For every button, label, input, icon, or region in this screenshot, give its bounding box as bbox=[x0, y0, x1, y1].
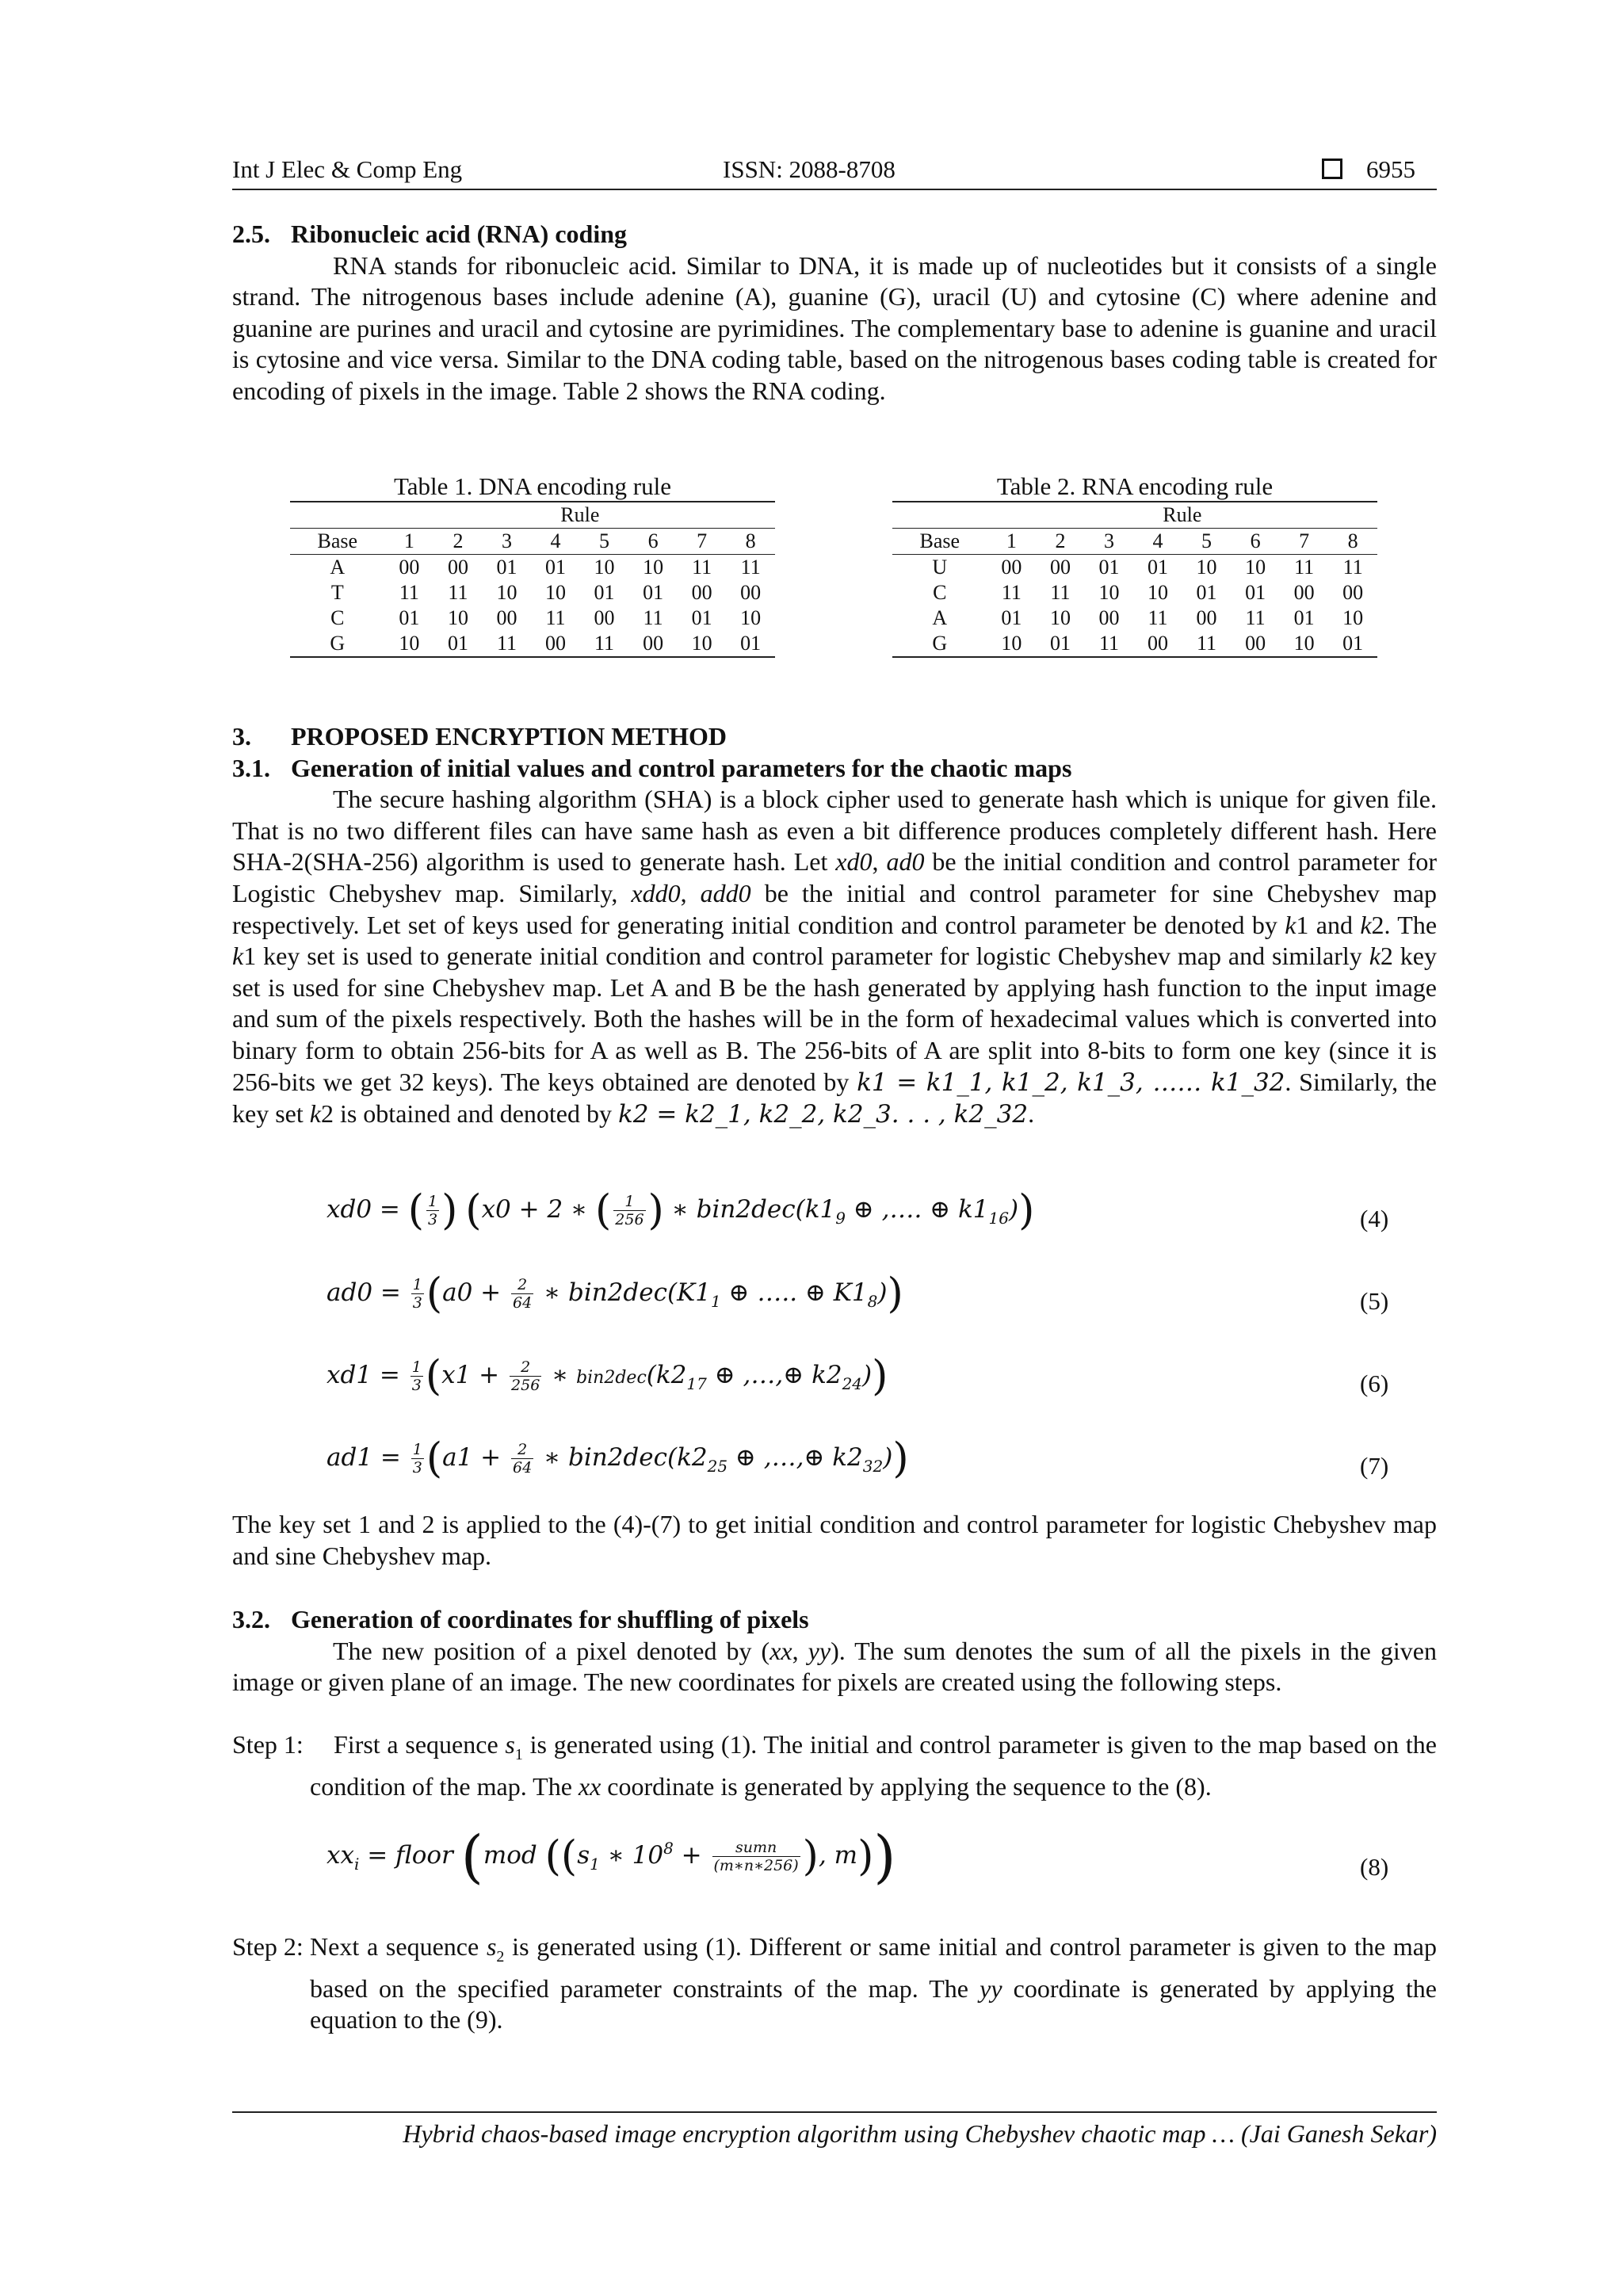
table-cell: C bbox=[933, 581, 947, 604]
column-header: 4 bbox=[1133, 529, 1182, 555]
table-cell: 01 bbox=[691, 606, 712, 629]
table-caption: Table 1. DNA encoding rule bbox=[394, 472, 671, 500]
table-cell: 00 bbox=[1342, 581, 1364, 604]
table-row bbox=[892, 606, 1377, 631]
table-cell: 01 bbox=[447, 632, 468, 655]
column-header: 1 bbox=[987, 529, 1037, 555]
column-header: 2 bbox=[1036, 529, 1085, 555]
column-header: 2 bbox=[433, 529, 483, 555]
table-cell: 00 bbox=[545, 632, 566, 655]
equation-number: (6) bbox=[1360, 1370, 1389, 1397]
table-2 bbox=[892, 472, 1377, 658]
table-cell: 10 bbox=[399, 632, 420, 655]
table-row bbox=[290, 631, 775, 656]
section-2-5 bbox=[232, 219, 1437, 407]
paragraph: The secure hashing algorithm (SHA) is a block cipher used to generate hash which is unique for given file. That is no two different files can have same hash as even a bit difference produces completely different hash. Here SHA-2(SHA-256) algorithm is used to generate hash. Let xd0, ad0 be the initial condition and control parameter for Logistic Chebyshev map. Similarly, xdd0, add0 be the initial and control parameter for sine Chebyshev map respectively. Let set of keys used for generating initial condition and control parameter be denoted by k1 and k2. The k1 key set is used to generate initial condition and control parameter for logistic Chebyshev map and similarly k2 key set is used for sine Chebyshev map. Let A and B be the hash generated by applying hash function to the input image and sum of the pixels respectively. Both the hashes will be in the form of hexadecimal values which is converted into binary form to obtain 256-bits for A as well as B. The 256-bits of A are split into 8-bits to form one key (since it is 256-bits we get 32 keys). The keys obtained are denoted by k1 = k1_1, k1_2, k1_3, …… k1_32. Similarly, the key set k2 is obtained and denoted by k2 = k2_1, k2_2, k2_3. . . , k2_32. bbox=[232, 785, 1438, 1129]
column-header: 3 bbox=[483, 529, 532, 555]
table-cell: 11 bbox=[692, 556, 712, 579]
table-cell: 11 bbox=[1197, 632, 1217, 655]
table-cell: 10 bbox=[1148, 581, 1168, 604]
page-number: 6955 bbox=[1366, 155, 1415, 183]
table-cell: 10 bbox=[740, 606, 762, 629]
encoding-table bbox=[290, 502, 775, 656]
table-cell: 10 bbox=[545, 581, 566, 604]
inline-math: k1 = k1_1, k1_2, k1_3, …… k1_32 bbox=[857, 1068, 1285, 1097]
paragraph: The new position of a pixel denoted by (xx, yy). The sum denotes the sum of all the pixels in the given image or given plane of an image. The new coordinates for pixels are created using the following steps. bbox=[232, 1636, 1438, 1697]
table-cell: A bbox=[330, 556, 346, 579]
table-cell: 10 bbox=[1001, 632, 1022, 655]
table-cell: T bbox=[330, 581, 344, 604]
encoding-table bbox=[892, 502, 1377, 656]
equation-5: ad0 = $\frac{1}{3}$ (a0 + $\frac{2}{64}$ ∗ $bin2dec(K1_1$ ⊕ ….. ⊕ $K1_8$)) bbox=[327, 1270, 903, 1318]
equation-number: (4) bbox=[1360, 1205, 1389, 1232]
table-row bbox=[892, 631, 1377, 656]
equation-7: ad1 = $\frac{1}{3}$ (a1 + $\frac{2}{64}$ ∗ $bin2dec(k2_{25}$ ⊕ ,…,⊕ $k2_{32}$)) bbox=[327, 1435, 909, 1483]
table-cell: 01 bbox=[1049, 632, 1071, 655]
equation-number: (7) bbox=[1360, 1452, 1389, 1480]
table-caption: Table 2. RNA encoding rule bbox=[996, 472, 1274, 500]
table-cell: 01 bbox=[1001, 606, 1022, 629]
inline-math: k2 = k2_1, k2_2, k2_3. . . , k2_32 bbox=[617, 1100, 1029, 1129]
table-cell: 01 bbox=[399, 606, 420, 629]
table-cell: 00 bbox=[594, 606, 615, 629]
table-cell: 01 bbox=[1342, 632, 1364, 655]
table-cell: 10 bbox=[496, 581, 517, 604]
table-cell: 10 bbox=[1342, 606, 1364, 629]
table-group-header: Rule bbox=[987, 502, 1377, 529]
table-cell: 10 bbox=[447, 606, 468, 629]
table-cell: 01 bbox=[1196, 581, 1217, 604]
table-cell: U bbox=[932, 556, 948, 579]
table-cell: 00 bbox=[1148, 632, 1168, 655]
table-cell: 00 bbox=[1196, 606, 1217, 629]
table-cell: 00 bbox=[496, 606, 517, 629]
table-cell: 11 bbox=[448, 581, 468, 604]
table-cell: 11 bbox=[1098, 632, 1119, 655]
table-cell: 01 bbox=[1098, 556, 1120, 579]
table-cell: 10 bbox=[643, 556, 664, 579]
table-cell: 00 bbox=[1245, 632, 1266, 655]
table-cell: 01 bbox=[1245, 581, 1266, 604]
column-header: 8 bbox=[726, 529, 775, 555]
table-header-row bbox=[290, 529, 775, 555]
table-cell: 00 bbox=[447, 556, 468, 579]
table-row bbox=[892, 555, 1377, 581]
equation-6: xd1 = $\frac{1}{3}$ (x1 + $\frac{2}{256}$ ∗ $bin2dec(k2_{17}$ ⊕ ,…,⊕ $k2_{24}$)) bbox=[327, 1352, 888, 1400]
column-header: 5 bbox=[580, 529, 629, 555]
table-cell: 11 bbox=[1001, 581, 1022, 604]
section-heading: 3. PROPOSED ENCRYPTION METHOD bbox=[232, 722, 727, 751]
square-bullet-icon bbox=[1322, 159, 1342, 179]
column-header: 6 bbox=[1231, 529, 1280, 555]
table-cell: 11 bbox=[1050, 581, 1071, 604]
table-cell: 00 bbox=[691, 581, 712, 604]
table-cell: 10 bbox=[1049, 606, 1071, 629]
column-header: Base bbox=[892, 529, 987, 555]
table-cell: 00 bbox=[1001, 556, 1022, 579]
table-row bbox=[290, 606, 775, 631]
table-cell: G bbox=[932, 632, 948, 655]
section-heading: 2.5. Ribonucleic acid (RNA) coding bbox=[232, 220, 627, 248]
column-header: 7 bbox=[678, 529, 727, 555]
table-row bbox=[290, 555, 775, 581]
section-3-2 bbox=[232, 1604, 1437, 1698]
table-row bbox=[892, 580, 1377, 606]
table-row bbox=[290, 580, 775, 606]
table-1 bbox=[290, 472, 775, 658]
column-header: 4 bbox=[531, 529, 580, 555]
footer-rule bbox=[232, 2111, 1437, 2113]
table-cell: 10 bbox=[594, 556, 615, 579]
table-cell: 00 bbox=[399, 556, 420, 579]
table-cell: 00 bbox=[740, 581, 762, 604]
table-cell: 10 bbox=[1245, 556, 1266, 579]
subsection-heading: 3.1. Generation of initial values and control parameters for the chaotic maps bbox=[232, 753, 1072, 782]
table-cell: 10 bbox=[1196, 556, 1217, 579]
equation-number: (5) bbox=[1360, 1287, 1389, 1315]
table-group-header: Rule bbox=[385, 502, 775, 529]
table-cell: 11 bbox=[594, 632, 615, 655]
running-header-page bbox=[1322, 155, 1415, 184]
subsection-heading: 3.2. Generation of coordinates for shuffling of pixels bbox=[232, 1605, 809, 1633]
running-header-issn: ISSN: 2088-8708 bbox=[723, 155, 896, 183]
step-label: Step 1: bbox=[232, 1730, 304, 1759]
table-cell: 00 bbox=[1098, 606, 1120, 629]
table-cell: 11 bbox=[496, 632, 517, 655]
table-cell: 11 bbox=[1148, 606, 1168, 629]
table-cell: 00 bbox=[1049, 556, 1071, 579]
table-cell: C bbox=[330, 606, 345, 629]
table-cell: 11 bbox=[1342, 556, 1363, 579]
table-cell: 00 bbox=[1293, 581, 1315, 604]
table-cell: G bbox=[330, 632, 346, 655]
step-1: Step 1: First a sequence $s_1$ is generated using (1). The initial and control parameter is given to the map based on the condition of the map. The xx coordinate is generated by applying the sequence to the (8). bbox=[232, 1730, 1438, 1801]
column-header: 8 bbox=[1328, 529, 1377, 555]
table-cell: 01 bbox=[594, 581, 615, 604]
step-label: Step 2: bbox=[232, 1932, 304, 1961]
step-2: Step 2: Next a sequence $s_2$ is generated using (1). Different or same initial and control parameter is given to the map based on the specified parameter constraints of the map. The yy coordinate is generated by applying the equation to the (9). bbox=[232, 1932, 1438, 2034]
table-cell: 10 bbox=[1293, 632, 1315, 655]
table-cell: 11 bbox=[740, 556, 761, 579]
section-3 bbox=[232, 721, 1437, 1131]
table-cell: 01 bbox=[496, 556, 517, 579]
paragraph: RNA stands for ribonucleic acid. Similar to DNA, it is made up of nucleotides but it consists of a single strand. The nitrogenous bases include adenine (A), guanine (G), uracil (U) and cytosine (C) where adenine and guanine are purines and uracil and cytosine are pyrimidines. The complementary base to adenine is guanine and uracil is cytosine and vice versa. Similar to the DNA coding table, based on the nitrogenous bases coding table is created for encoding of pixels in the image. Table 2 shows the RNA coding. bbox=[232, 250, 1437, 405]
table-cell: 01 bbox=[545, 556, 566, 579]
equation-4: xd0 = ( $\frac{1}{3}$ ) (x0 + 2 ∗ ( $\frac{1}{256}$ ) ∗ $bin2dec(k1_9$ ⊕ ,…. ⊕ $k1_{16}$)) bbox=[327, 1186, 1035, 1235]
table-cell: 01 bbox=[740, 632, 762, 655]
table-cell: 00 bbox=[643, 632, 664, 655]
column-header: 7 bbox=[1280, 529, 1329, 555]
table-cell: 10 bbox=[691, 632, 712, 655]
table-cell: 01 bbox=[1148, 556, 1168, 579]
equation-number: (8) bbox=[1360, 1853, 1389, 1881]
table-header-row bbox=[892, 529, 1377, 555]
table-cell: 01 bbox=[1293, 606, 1315, 629]
table-cell: 11 bbox=[399, 581, 419, 604]
column-header: 5 bbox=[1182, 529, 1232, 555]
table-cell: A bbox=[932, 606, 948, 629]
table-cell: 11 bbox=[1245, 606, 1266, 629]
running-footer: Hybrid chaos-based image encryption algorithm using Chebyshev chaotic map … (Jai Ganesh Sekar) bbox=[403, 2119, 1437, 2148]
table-cell: 01 bbox=[643, 581, 664, 604]
running-header-journal: Int J Elec & Comp Eng bbox=[232, 155, 463, 183]
column-header: Base bbox=[290, 529, 385, 555]
column-header: 6 bbox=[628, 529, 678, 555]
column-header: 3 bbox=[1085, 529, 1134, 555]
column-header: 1 bbox=[385, 529, 434, 555]
equation-8: $xx_i$ = floor (mod (($s_1$ ∗ $10^8$ + $\frac{\text{sumn}}{(m∗n∗256)}$ ), m)) bbox=[327, 1823, 896, 1890]
header-rule bbox=[232, 189, 1437, 190]
table-cell: 10 bbox=[1098, 581, 1120, 604]
table-cell: 11 bbox=[545, 606, 566, 629]
table-cell: 11 bbox=[1294, 556, 1315, 579]
after-equations-paragraph: The key set 1 and 2 is applied to the (4)-(7) to get initial condition and control parameter for logistic Chebyshev map and sine Chebyshev map. bbox=[232, 1510, 1437, 1570]
table-cell: 11 bbox=[643, 606, 663, 629]
